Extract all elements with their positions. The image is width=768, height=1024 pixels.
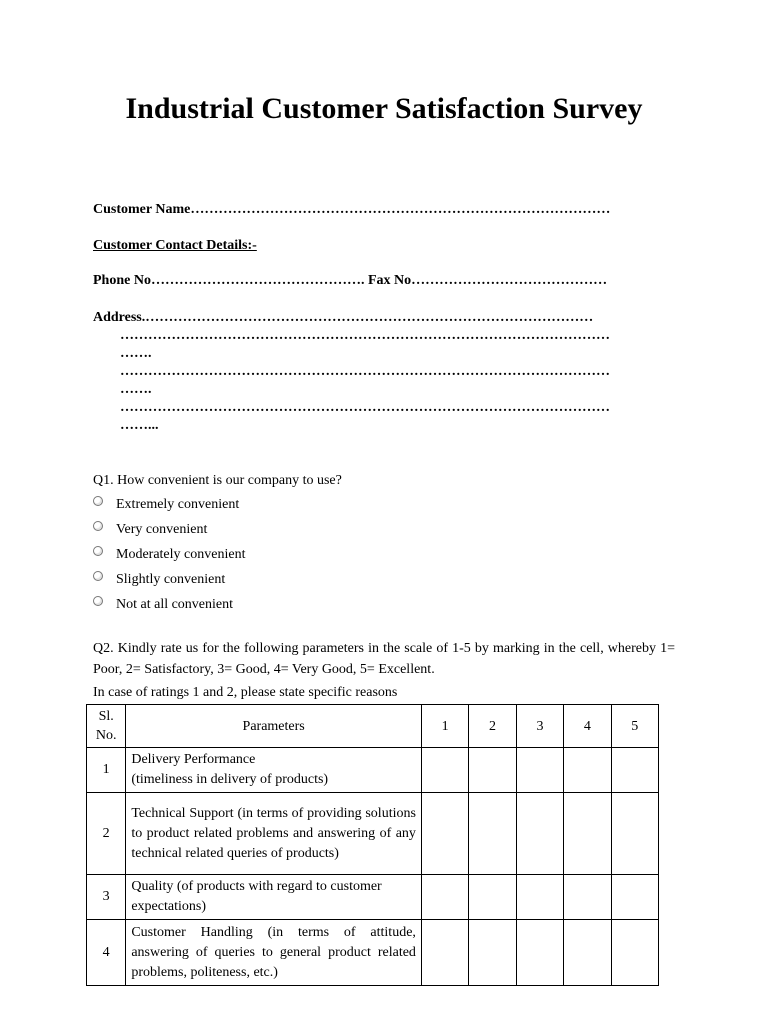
rating-cell-3[interactable] — [516, 793, 563, 875]
row-parameter: Technical Support (in terms of providing solutions to product related problems and answering of any technical related queries of products) — [126, 793, 422, 875]
rating-cell-4[interactable] — [564, 920, 611, 986]
rating-cell-1[interactable] — [421, 920, 468, 986]
radio-button-icon[interactable] — [93, 496, 103, 506]
score-header-1: 1 — [421, 705, 468, 748]
row-sl-no: 1 — [87, 748, 126, 793]
row-parameter: Customer Handling (in terms of attitude, answering of queries to general product related problems, politeness, etc.) — [126, 920, 422, 986]
address-line-3-tail: ……... — [120, 418, 159, 433]
rating-cell-3[interactable] — [516, 875, 563, 920]
table-header-row — [87, 705, 659, 748]
address-line-1-tail: ……. — [120, 346, 152, 361]
rating-cell-4[interactable] — [564, 793, 611, 875]
radio-button-icon[interactable] — [93, 521, 103, 531]
rating-table — [86, 704, 659, 986]
q1-option-slightly[interactable] — [93, 572, 225, 590]
option-label: Not at all convenient — [116, 597, 234, 612]
radio-button-icon[interactable] — [93, 571, 103, 581]
q1-option-not-at-all[interactable] — [93, 597, 233, 615]
score-header-3: 3 — [516, 705, 563, 748]
row-parameter: Quality (of products with regard to customer expectations) — [126, 875, 422, 920]
address-line-1[interactable]: …………………………………………………………………………………………… — [120, 328, 610, 343]
sl-no-header: Sl. No. — [87, 705, 126, 748]
option-label: Very convenient — [116, 522, 208, 537]
rating-cell-3[interactable] — [516, 920, 563, 986]
rating-cell-1[interactable] — [421, 748, 468, 793]
address-line-2[interactable]: …………………………………………………………………………………………… — [120, 364, 610, 379]
row-parameter: Delivery Performance (timeliness in delivery of products) — [126, 748, 422, 793]
option-label: Slightly convenient — [116, 572, 226, 587]
score-header-4: 4 — [564, 705, 611, 748]
q1-option-extremely[interactable] — [93, 497, 239, 515]
address-line-3[interactable]: …………………………………………………………………………………………… — [120, 400, 610, 415]
q1-question: Q1. How convenient is our company to use? — [93, 473, 342, 488]
address-line-2-tail: ……. — [120, 382, 152, 397]
contact-details-heading: Customer Contact Details:- — [93, 238, 257, 253]
rating-cell-2[interactable] — [469, 793, 516, 875]
rating-cell-2[interactable] — [469, 748, 516, 793]
rating-cell-4[interactable] — [564, 748, 611, 793]
radio-button-icon[interactable] — [93, 546, 103, 556]
table-row — [87, 875, 659, 920]
table-row — [87, 920, 659, 986]
table-row — [87, 748, 659, 793]
row-sl-no: 3 — [87, 875, 126, 920]
rating-cell-1[interactable] — [421, 793, 468, 875]
option-label: Moderately convenient — [116, 547, 246, 562]
address-field[interactable]: Address.…………………………………………………………………………………… — [93, 310, 594, 325]
rating-cell-2[interactable] — [469, 920, 516, 986]
customer-name-field[interactable]: Customer Name……………………………………………………………………………… — [93, 202, 611, 217]
score-header-2: 2 — [469, 705, 516, 748]
table-row — [87, 793, 659, 875]
q2-note: In case of ratings 1 and 2, please state specific reasons — [93, 685, 398, 700]
rating-cell-3[interactable] — [516, 748, 563, 793]
radio-button-icon[interactable] — [93, 596, 103, 606]
parameters-header: Parameters — [126, 705, 422, 748]
rating-cell-5[interactable] — [611, 920, 658, 986]
option-label: Extremely convenient — [116, 497, 240, 512]
phone-fax-field[interactable]: Phone No………………………………………. Fax No…………………………………… — [93, 273, 608, 288]
q1-option-moderately[interactable] — [93, 547, 245, 565]
rating-cell-5[interactable] — [611, 748, 658, 793]
rating-cell-2[interactable] — [469, 875, 516, 920]
page-title: Industrial Customer Satisfaction Survey — [125, 92, 643, 125]
row-sl-no: 2 — [87, 793, 126, 875]
rating-cell-4[interactable] — [564, 875, 611, 920]
q2-question: Q2. Kindly rate us for the following parameters in the scale of 1-5 by marking in the cell, whereby 1= Poor, 2= Satisfactory, 3= Good, 4= Very Good, 5= Excellent. — [93, 641, 675, 677]
score-header-5: 5 — [611, 705, 658, 748]
q1-option-very[interactable] — [93, 522, 207, 540]
rating-cell-1[interactable] — [421, 875, 468, 920]
rating-cell-5[interactable] — [611, 875, 658, 920]
rating-cell-5[interactable] — [611, 793, 658, 875]
row-sl-no: 4 — [87, 920, 126, 986]
